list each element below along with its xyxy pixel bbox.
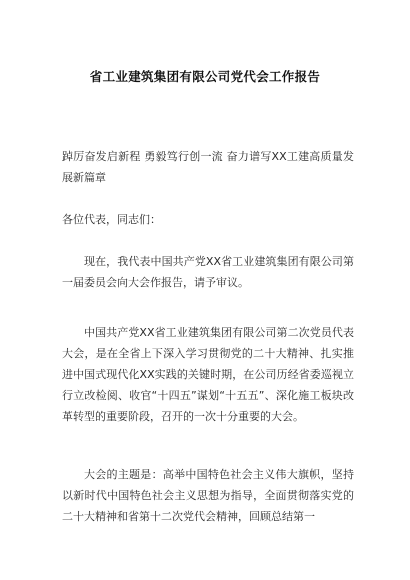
greeting-line: 各位代表，同志们： (62, 213, 161, 226)
paragraph-1: 现在，我代表中国共产党XX省工业建筑集团有限公司第一届委员会向大会作报告，请予审议。 (62, 255, 354, 289)
paragraph-2: 中国共产党XX省工业建筑集团有限公司第二次党员代表大会，是在全省上下深入学习贯彻党的二十大精神、扎实推进中国式现代化XX实践的关键时期，在公司历经省委巡视立行立改检阅、收官“十四五”谋划“十五五”、深化施工板块改革转型的重要阶段，召开的一次十分重要的大会。 (62, 326, 354, 423)
document-title: 省工业建筑集团有限公司党代会工作报告 (89, 69, 321, 84)
report-subtitle: 踔厉奋发启新程 勇毅笃行创一流 奋力谱写XX工建高质量发展新篇章 (62, 150, 354, 184)
paragraph-3: 大会的主题是：高举中国特色社会主义伟大旗帜，坚持以新时代中国特色社会主义思想为指导，全面贯彻落实党的二十大精神和省第十二次党代会精神，回顾总结第一 (62, 468, 354, 523)
